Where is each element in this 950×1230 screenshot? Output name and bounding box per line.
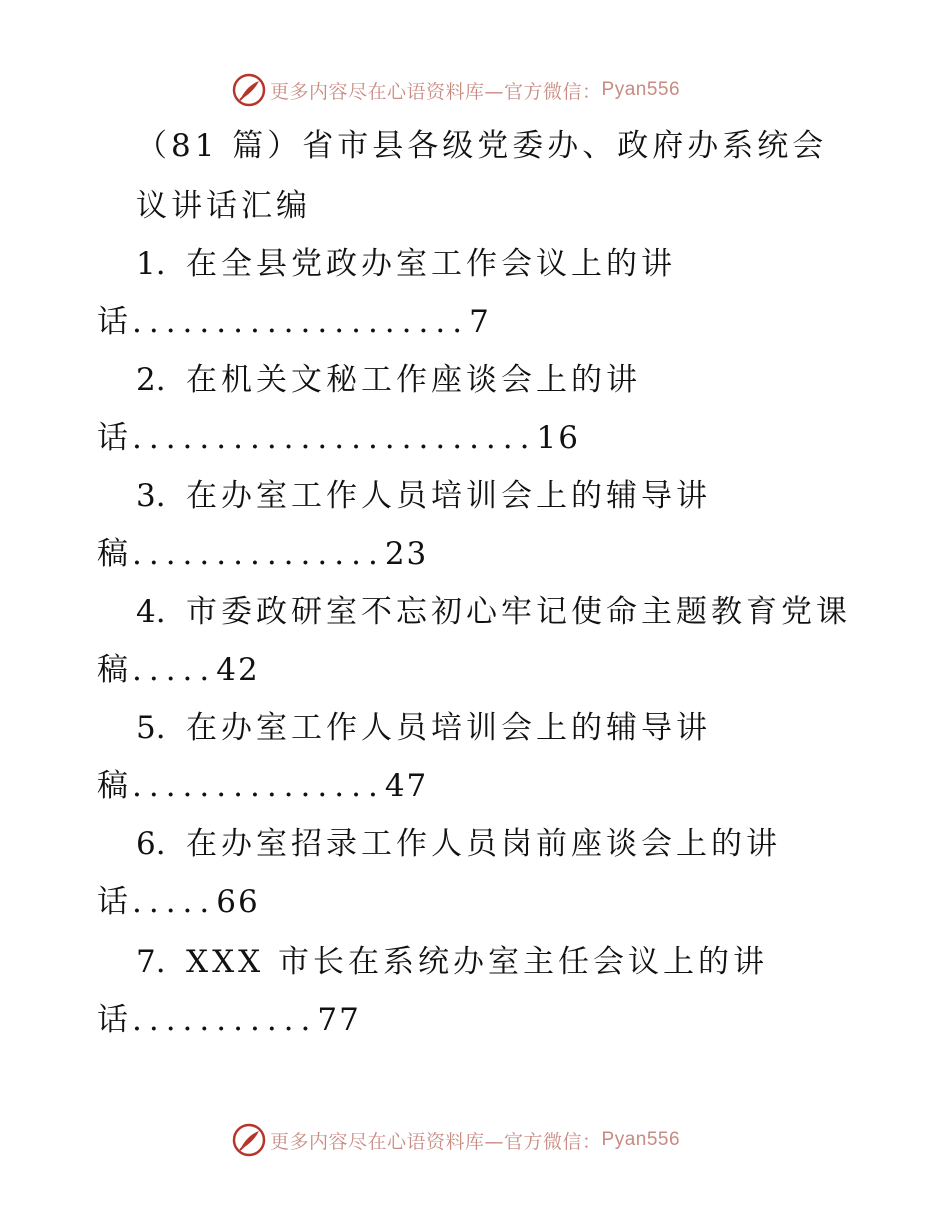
toc-entry-number: 4.	[136, 594, 166, 630]
toc-entry-2	[136, 360, 641, 400]
watermark-banner-top	[232, 70, 680, 110]
watermark-wechat-id: Pyan556	[601, 1129, 681, 1150]
toc-entry-title: 在办室工作人员培训会上的辅导讲	[186, 710, 711, 746]
toc-page-number: 66	[216, 884, 260, 920]
toc-entry-4-continuation	[97, 650, 260, 690]
watermark-text: 更多内容尽在心语资料库—官方微信：	[270, 80, 602, 103]
toc-entry-number: 7.	[136, 944, 166, 980]
toc-entry-title: 在办室工作人员培训会上的辅导讲	[186, 478, 711, 514]
toc-entry-tail: 话	[97, 1002, 132, 1038]
toc-entry-tail: 稿	[97, 652, 132, 688]
toc-page-number: 42	[216, 652, 260, 688]
watermark-banner-bottom	[232, 1120, 680, 1160]
toc-entry-title: 市委政研室不忘初心牢记使命主题教育党课	[186, 594, 851, 630]
toc-entry-6	[136, 824, 781, 864]
toc-entry-tail: 话	[97, 420, 132, 456]
toc-entry-4	[136, 592, 851, 632]
toc-entry-5	[136, 708, 711, 748]
toc-entry-title: XXX 市长在系统办室主任会议上的讲	[186, 944, 769, 980]
toc-entry-number: 5.	[136, 710, 166, 746]
toc-leader-dots: ........................	[132, 420, 537, 456]
toc-entry-3	[136, 476, 711, 516]
toc-entry-title: 在办室招录工作人员岗前座谈会上的讲	[186, 826, 781, 862]
quill-logo-icon	[232, 1123, 266, 1157]
toc-leader-dots: ...............	[132, 536, 385, 572]
toc-entry-3-continuation	[97, 534, 428, 574]
toc-entry-1-continuation	[97, 302, 491, 342]
toc-entry-6-continuation	[97, 882, 260, 922]
toc-entry-7	[136, 942, 768, 982]
toc-leader-dots: ...........	[132, 1002, 318, 1038]
toc-entry-1	[136, 244, 676, 284]
toc-entry-7-continuation	[97, 1000, 361, 1040]
toc-entry-2-continuation	[97, 418, 580, 458]
doc-title-line-2: 议讲话汇编	[136, 188, 311, 224]
toc-leader-dots: ....................	[132, 304, 470, 340]
toc-entry-number: 3.	[136, 478, 166, 514]
toc-entry-tail: 话	[97, 884, 132, 920]
toc-page-number: 77	[317, 1002, 361, 1038]
watermark-wechat-id: Pyan556	[601, 79, 681, 100]
toc-page-number: 7	[469, 304, 491, 340]
toc-entry-tail: 稿	[97, 536, 132, 572]
toc-leader-dots: ...............	[132, 768, 385, 804]
toc-entry-number: 6.	[136, 826, 166, 862]
doc-title-line-1: （81 篇）省市县各级党委办、政府办系统会	[136, 128, 828, 164]
toc-entry-5-continuation	[97, 766, 428, 806]
quill-logo-icon	[232, 73, 266, 107]
toc-entry-tail: 话	[97, 304, 132, 340]
toc-page-number: 23	[384, 536, 429, 572]
toc-page-number: 16	[536, 420, 580, 456]
toc-leader-dots: .....	[132, 652, 217, 688]
toc-entry-tail: 稿	[97, 768, 132, 804]
toc-entry-number: 1.	[136, 246, 166, 282]
toc-entry-number: 2.	[136, 362, 166, 398]
toc-leader-dots: .....	[132, 884, 217, 920]
toc-entry-title: 在全县党政办室工作会议上的讲	[186, 246, 676, 282]
toc-page-number: 47	[384, 768, 429, 804]
watermark-text: 更多内容尽在心语资料库—官方微信：	[270, 1130, 602, 1153]
toc-entry-title: 在机关文秘工作座谈会上的讲	[186, 362, 641, 398]
